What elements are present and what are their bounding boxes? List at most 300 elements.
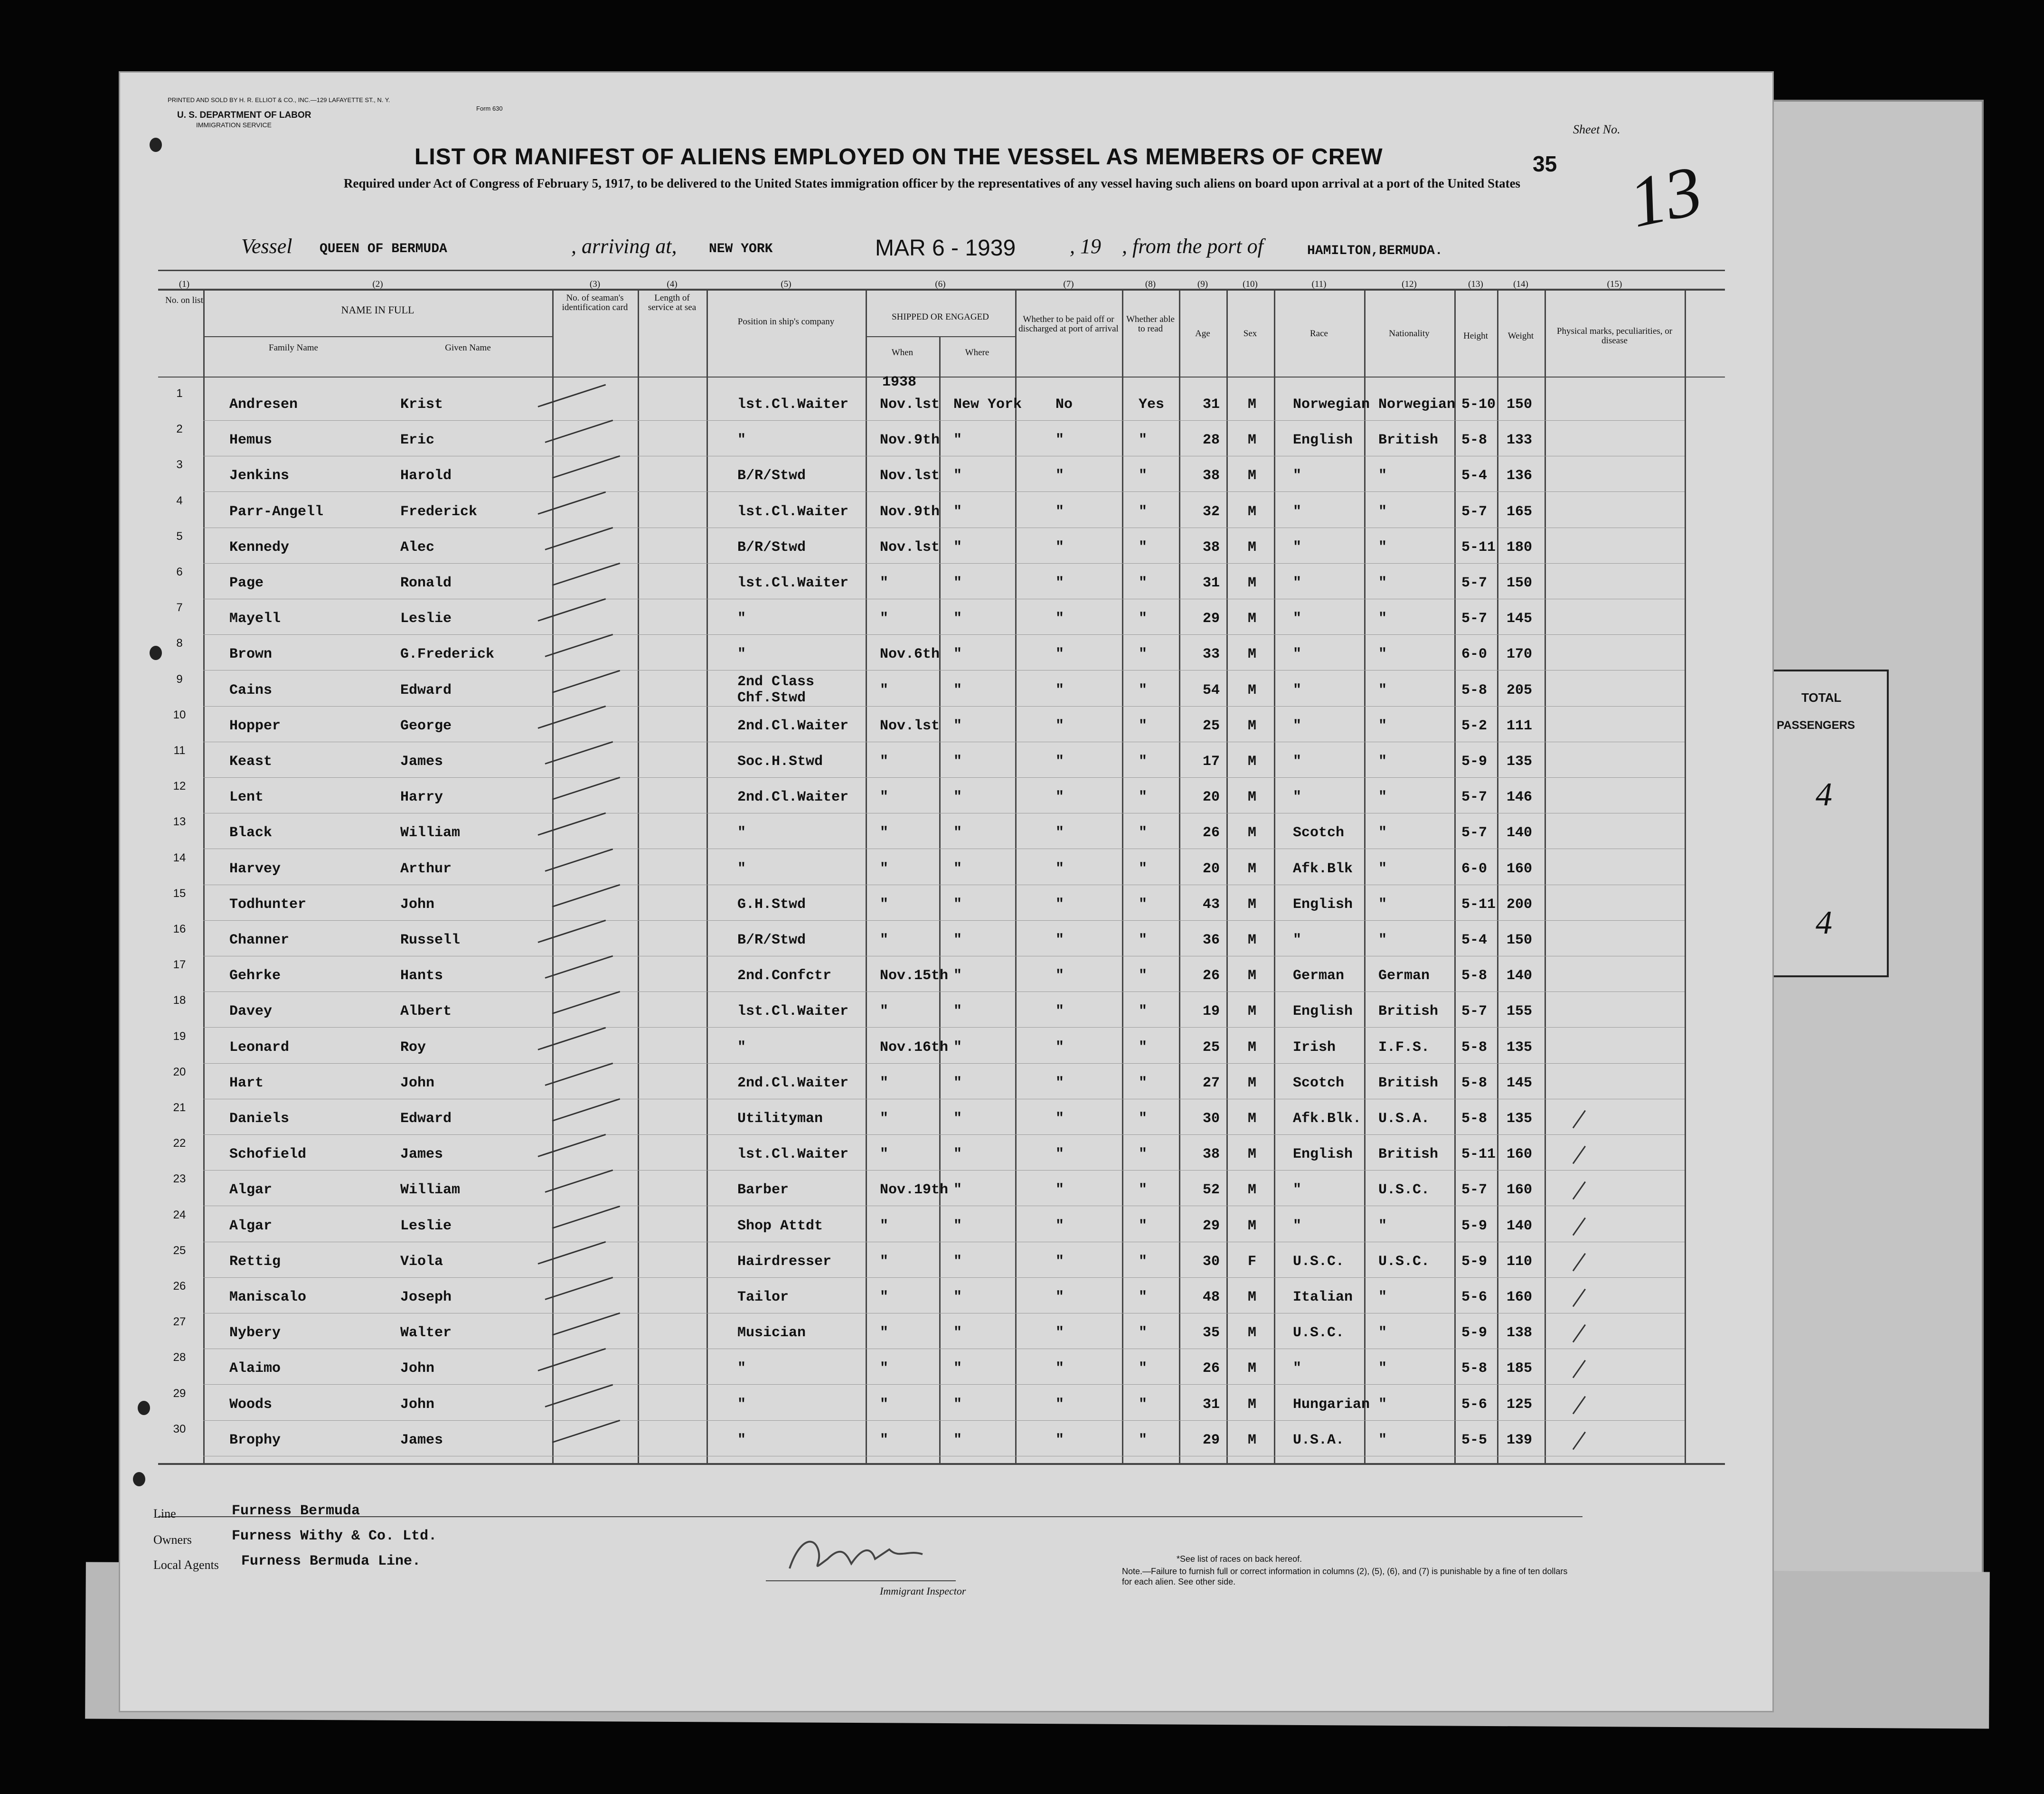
- cell-read: ": [1139, 503, 1148, 520]
- cell-when: ": [880, 1432, 889, 1448]
- cell-when: ": [880, 1396, 889, 1413]
- cell-weight: 150: [1507, 932, 1533, 948]
- cell-read: ": [1139, 1289, 1148, 1305]
- cell-family: Maniscalo: [229, 1289, 307, 1305]
- cell-where: ": [953, 646, 962, 663]
- cell-position: G.H.Stwd: [737, 896, 806, 913]
- id-card-check-mark: [552, 1205, 621, 1228]
- handwritten-number: 13: [1622, 151, 1709, 243]
- cell-weight: 146: [1507, 789, 1533, 806]
- cell-race: ": [1293, 646, 1302, 663]
- cell-position: Musician: [737, 1325, 806, 1341]
- cell-age: 31: [1203, 1396, 1220, 1413]
- col8-number: (8): [1145, 279, 1156, 289]
- arrival-port: NEW YORK: [709, 242, 773, 256]
- name-subheader-rule: [203, 336, 552, 337]
- cell-read: ": [1139, 825, 1148, 841]
- cell-sex: M: [1248, 682, 1257, 699]
- id-card-check-mark: [552, 670, 621, 693]
- row-rule: [203, 777, 1685, 778]
- cell-height: 5-8: [1461, 682, 1488, 699]
- cell-given: Harry: [400, 789, 443, 806]
- cell-nationality: ": [1378, 860, 1387, 877]
- cell-position: 2nd.Cl.Waiter: [737, 1075, 849, 1091]
- cell-height: 5-11: [1461, 539, 1496, 556]
- cell-nationality: ": [1378, 754, 1387, 770]
- cell-nationality: ": [1378, 718, 1387, 734]
- id-card-check-mark: [545, 955, 613, 979]
- id-card-check-mark: [538, 1134, 606, 1157]
- cell-race: Italian: [1293, 1289, 1353, 1305]
- cell-race: ": [1293, 503, 1302, 520]
- col-header-physical-marks: Physical marks, peculiarities, or disease: [1556, 326, 1673, 346]
- cell-read: ": [1139, 1111, 1148, 1127]
- cell-race: U.S.A.: [1293, 1432, 1345, 1448]
- from-port: HAMILTON,BERMUDA.: [1307, 244, 1443, 258]
- owners-value: Furness Withy & Co. Ltd.: [232, 1528, 437, 1544]
- col-header-no-on-list: No. on list: [165, 295, 203, 305]
- cell-weight: 133: [1507, 432, 1533, 449]
- cell-race: Afk.Blk: [1293, 860, 1353, 877]
- cell-when: Nov.lst: [880, 539, 940, 556]
- row-rule: [203, 1134, 1685, 1135]
- col10-number: (10): [1243, 279, 1258, 289]
- cell-weight: 160: [1507, 1146, 1533, 1163]
- physical-marks-check: [1573, 1146, 1586, 1164]
- physical-marks-check: [1573, 1110, 1586, 1129]
- races-note: *See list of races on back hereof.: [1177, 1554, 1302, 1564]
- cell-nationality: ": [1378, 611, 1387, 627]
- cell-family: Keast: [229, 754, 273, 770]
- id-card-check-mark: [552, 1420, 621, 1443]
- cell-nationality: ": [1378, 1432, 1387, 1448]
- physical-marks-check: [1573, 1324, 1586, 1343]
- cell-given: Walter: [400, 1325, 452, 1341]
- row-number: 20: [173, 1065, 186, 1078]
- col-divider-1: [203, 289, 205, 1464]
- cell-weight: 160: [1507, 1182, 1533, 1199]
- cell-when: ": [880, 860, 889, 877]
- cell-sex: F: [1248, 1253, 1257, 1270]
- col-header-name-in-full: NAME IN FULL: [341, 304, 414, 316]
- cell-age: 38: [1203, 1146, 1220, 1163]
- row-number: 6: [176, 566, 183, 578]
- cell-age: 29: [1203, 1218, 1220, 1234]
- cell-race: ": [1293, 575, 1302, 591]
- cell-position: ": [737, 1360, 746, 1377]
- cell-where: ": [953, 1075, 962, 1091]
- id-card-check-mark: [545, 1384, 613, 1407]
- col7-number: (7): [1063, 279, 1074, 289]
- cell-family: Andresen: [229, 397, 298, 413]
- cell-height: 5-8: [1461, 432, 1488, 449]
- cell-height: 5-8: [1461, 1075, 1488, 1091]
- cell-paid: ": [1055, 860, 1064, 877]
- cell-given: John: [400, 1360, 435, 1377]
- cell-race: Afk.Blk.: [1293, 1111, 1362, 1127]
- col12-number: (12): [1402, 279, 1417, 289]
- cell-family: Alaimo: [229, 1360, 281, 1377]
- cell-when: ": [880, 1075, 889, 1091]
- cell-nationality: ": [1378, 825, 1387, 841]
- cell-position: 2nd.Cl.Waiter: [737, 789, 849, 806]
- cell-sex: M: [1248, 1396, 1257, 1413]
- cell-weight: 150: [1507, 575, 1533, 591]
- row-rule: [203, 563, 1685, 564]
- cell-when: ": [880, 825, 889, 841]
- cell-weight: 155: [1507, 1003, 1533, 1020]
- cell-family: Jenkins: [229, 468, 290, 484]
- row-number: 3: [176, 458, 183, 472]
- row-number: 23: [173, 1172, 186, 1186]
- col-header-nationality: Nationality: [1389, 329, 1430, 339]
- cell-age: 38: [1203, 468, 1220, 484]
- cell-paid: ": [1055, 468, 1064, 484]
- cell-when: Nov.16th: [880, 1039, 949, 1056]
- cell-position: 2nd Class Chf.Stwd: [737, 673, 815, 706]
- cell-given: William: [400, 1182, 461, 1199]
- footer-rule: [158, 1516, 1582, 1517]
- id-card-check-mark: [538, 1241, 606, 1265]
- cell-position: ": [737, 1039, 746, 1056]
- cell-given: John: [400, 896, 435, 913]
- cell-paid: ": [1055, 1218, 1064, 1234]
- id-card-check-mark: [545, 1063, 613, 1086]
- cell-weight: 140: [1507, 968, 1533, 984]
- cell-position: B/R/Stwd: [737, 932, 806, 948]
- cell-weight: 139: [1507, 1432, 1533, 1448]
- cell-race: ": [1293, 1218, 1302, 1234]
- cell-position: Barber: [737, 1182, 789, 1199]
- cell-race: ": [1293, 1360, 1302, 1377]
- row-number: 7: [176, 601, 183, 614]
- row-number: 4: [176, 494, 183, 507]
- manifest-sheet: [119, 71, 1774, 1712]
- physical-marks-check: [1573, 1217, 1586, 1236]
- cell-where: ": [953, 860, 962, 877]
- col-divider-4: [706, 289, 708, 1464]
- cell-age: 52: [1203, 1182, 1220, 1199]
- cell-family: Hemus: [229, 432, 273, 449]
- cell-age: 29: [1203, 1432, 1220, 1448]
- cell-race: English: [1293, 1146, 1353, 1163]
- cell-given: Edward: [400, 1111, 452, 1127]
- cell-height: 5-7: [1461, 1003, 1488, 1020]
- cell-where: ": [953, 1003, 962, 1020]
- cell-race: English: [1293, 1003, 1353, 1020]
- cell-height: 5-7: [1461, 611, 1488, 627]
- cell-paid: ": [1055, 1111, 1064, 1127]
- id-card-check-mark: [552, 991, 621, 1014]
- agents-value: Furness Bermuda Line.: [241, 1553, 421, 1569]
- cell-age: 20: [1203, 789, 1220, 806]
- col-header-age: Age: [1195, 329, 1210, 339]
- cell-weight: 180: [1507, 539, 1533, 556]
- cell-where: ": [953, 1396, 962, 1413]
- cell-position: 2nd.Cl.Waiter: [737, 718, 849, 734]
- cell-given: Eric: [400, 432, 435, 449]
- cell-sex: M: [1248, 1360, 1257, 1377]
- cell-read: ": [1139, 789, 1148, 806]
- cell-read: ": [1139, 611, 1148, 627]
- cell-when: ": [880, 682, 889, 699]
- cell-sex: M: [1248, 896, 1257, 913]
- service-label: IMMIGRATION SERVICE: [196, 121, 272, 129]
- cell-when: Nov.9th: [880, 432, 940, 449]
- row-number: 5: [176, 529, 183, 543]
- row-rule: [203, 1384, 1685, 1385]
- cell-height: 6-0: [1461, 646, 1488, 663]
- cell-nationality: ": [1378, 539, 1387, 556]
- cell-sex: M: [1248, 718, 1257, 734]
- stamp-passengers-label: PASSENGERS: [1777, 719, 1855, 732]
- row-number: 24: [173, 1208, 186, 1221]
- cell-height: 5-9: [1461, 1325, 1488, 1341]
- cell-weight: 140: [1507, 1218, 1533, 1234]
- cell-paid: ": [1055, 611, 1064, 627]
- row-number: 2: [176, 423, 183, 436]
- cell-weight: 111: [1507, 718, 1533, 734]
- row-number: 18: [173, 994, 186, 1007]
- cell-paid: ": [1055, 1396, 1064, 1413]
- cell-paid: ": [1055, 646, 1064, 663]
- id-card-check-mark: [545, 527, 613, 550]
- cell-read: Yes: [1139, 397, 1165, 413]
- row-number: 12: [173, 780, 186, 793]
- cell-race: ": [1293, 1182, 1302, 1199]
- row-rule: [203, 920, 1685, 921]
- cell-where: ": [953, 1432, 962, 1448]
- cell-nationality: ": [1378, 896, 1387, 913]
- col-header-read: Whether able to read: [1126, 314, 1175, 334]
- cell-height: 6-0: [1461, 860, 1488, 877]
- cell-nationality: U.S.A.: [1378, 1111, 1430, 1127]
- cell-position: B/R/Stwd: [737, 539, 806, 556]
- cell-sex: M: [1248, 968, 1257, 984]
- cell-when: ": [880, 1325, 889, 1341]
- cell-given: James: [400, 754, 443, 770]
- row-number: 26: [173, 1280, 186, 1293]
- col14-number: (14): [1513, 279, 1528, 289]
- cell-age: 30: [1203, 1253, 1220, 1270]
- cell-height: 5-9: [1461, 754, 1488, 770]
- cell-height: 5-7: [1461, 575, 1488, 591]
- cell-age: 19: [1203, 1003, 1220, 1020]
- col-header-position: Position in ship's company: [737, 317, 835, 327]
- year-shipped: 1938: [882, 374, 917, 390]
- cell-nationality: ": [1378, 1289, 1387, 1305]
- cell-height: 5-4: [1461, 468, 1488, 484]
- cell-sex: M: [1248, 611, 1257, 627]
- physical-marks-check: [1573, 1253, 1586, 1272]
- cell-sex: M: [1248, 1039, 1257, 1056]
- cell-height: 5-8: [1461, 1360, 1488, 1377]
- from-port-label: , from the port of: [1122, 235, 1263, 258]
- cell-position: lst.Cl.Waiter: [737, 1003, 849, 1020]
- cell-when: ": [880, 575, 889, 591]
- cell-race: ": [1293, 754, 1302, 770]
- cell-sex: M: [1248, 1111, 1257, 1127]
- cell-sex: M: [1248, 1289, 1257, 1305]
- cell-weight: 136: [1507, 468, 1533, 484]
- cell-sex: M: [1248, 1325, 1257, 1341]
- row-number: 8: [176, 637, 183, 650]
- cell-paid: ": [1055, 789, 1064, 806]
- col-divider-5: [866, 289, 867, 1464]
- cell-age: 43: [1203, 896, 1220, 913]
- cell-where: ": [953, 789, 962, 806]
- cell-height: 5-7: [1461, 503, 1488, 520]
- cell-paid: ": [1055, 825, 1064, 841]
- form-number: Form 630: [476, 105, 503, 112]
- cell-when: ": [880, 789, 889, 806]
- cell-nationality: British: [1378, 432, 1439, 449]
- cell-family: Leonard: [229, 1039, 290, 1056]
- cell-nationality: ": [1378, 1325, 1387, 1341]
- cell-given: James: [400, 1146, 443, 1163]
- cell-given: William: [400, 825, 461, 841]
- cell-where: ": [953, 611, 962, 627]
- cell-family: Cains: [229, 682, 273, 699]
- department-label: U. S. DEPARTMENT OF LABOR: [177, 110, 311, 120]
- arrival-date-stamp: MAR 6 - 1939: [875, 236, 1016, 261]
- col-divider-10: [1226, 289, 1228, 1464]
- cell-where: ": [953, 718, 962, 734]
- cell-when: ": [880, 1289, 889, 1305]
- cell-race: ": [1293, 468, 1302, 484]
- cell-when: Nov.9th: [880, 503, 940, 520]
- cell-age: 54: [1203, 682, 1220, 699]
- cell-age: 36: [1203, 932, 1220, 948]
- cell-where: ": [953, 1325, 962, 1341]
- cell-paid: ": [1055, 503, 1064, 520]
- cell-read: ": [1139, 575, 1148, 591]
- col-divider-14: [1497, 289, 1498, 1464]
- row-number: 25: [173, 1244, 186, 1257]
- cell-sex: M: [1248, 397, 1257, 413]
- cell-paid: ": [1055, 1003, 1064, 1020]
- col2-number: (2): [372, 279, 383, 289]
- cell-given: G.Frederick: [400, 646, 495, 663]
- cell-nationality: Norwegian: [1378, 397, 1456, 413]
- cell-family: Brophy: [229, 1432, 281, 1448]
- cell-race: Scotch: [1293, 825, 1345, 841]
- cell-paid: ": [1055, 1325, 1064, 1341]
- col-header-length-service: Length of service at sea: [648, 293, 697, 312]
- cell-weight: 135: [1507, 1111, 1533, 1127]
- cell-where: New York: [953, 397, 1022, 413]
- cell-family: Algar: [229, 1182, 273, 1199]
- line-value: Furness Bermuda: [232, 1503, 360, 1519]
- cell-age: 48: [1203, 1289, 1220, 1305]
- cell-when: Nov.lst: [880, 468, 940, 484]
- cell-race: Irish: [1293, 1039, 1336, 1056]
- table-header-bottom: [158, 377, 1725, 378]
- cell-height: 5-11: [1461, 1146, 1496, 1163]
- cell-read: ": [1139, 1218, 1148, 1234]
- row-rule: [203, 706, 1685, 707]
- cell-given: Edward: [400, 682, 452, 699]
- cell-race: English: [1293, 896, 1353, 913]
- cell-position: ": [737, 611, 746, 627]
- cell-paid: ": [1055, 575, 1064, 591]
- cell-read: ": [1139, 1146, 1148, 1163]
- physical-marks-check: [1573, 1396, 1586, 1414]
- cell-family: Woods: [229, 1396, 273, 1413]
- inspector-rule: [766, 1580, 956, 1581]
- cell-where: ": [953, 1039, 962, 1056]
- cell-height: 5-11: [1461, 896, 1496, 913]
- row-number: 27: [173, 1315, 186, 1329]
- cell-when: Nov.lst: [880, 718, 940, 734]
- cell-when: ": [880, 1360, 889, 1377]
- cell-position: B/R/Stwd: [737, 468, 806, 484]
- id-card-check-mark: [552, 884, 621, 907]
- cell-age: 30: [1203, 1111, 1220, 1127]
- col11-number: (11): [1311, 279, 1327, 289]
- row-number: 15: [173, 887, 186, 900]
- cell-nationality: British: [1378, 1075, 1439, 1091]
- cell-family: Hart: [229, 1075, 264, 1091]
- row-number: 9: [176, 672, 183, 686]
- row-number: 13: [173, 815, 186, 829]
- cell-family: Nybery: [229, 1325, 281, 1341]
- cell-height: 5-9: [1461, 1218, 1488, 1234]
- cell-race: Hungarian: [1293, 1396, 1370, 1413]
- row-number: 16: [173, 923, 186, 935]
- cell-read: ": [1139, 468, 1148, 484]
- cell-position: lst.Cl.Waiter: [737, 503, 849, 520]
- cell-age: 33: [1203, 646, 1220, 663]
- cell-weight: 145: [1507, 1075, 1533, 1091]
- physical-marks-check: [1573, 1181, 1586, 1200]
- cell-weight: 135: [1507, 754, 1533, 770]
- col-header-weight: Weight: [1507, 331, 1534, 341]
- cell-given: Leslie: [400, 1218, 452, 1234]
- cell-read: ": [1139, 718, 1148, 734]
- cell-age: 25: [1203, 1039, 1220, 1056]
- cell-read: ": [1139, 1253, 1148, 1270]
- cell-position: Shop Attdt: [737, 1218, 823, 1234]
- col-divider-8: [1122, 289, 1123, 1464]
- cell-family: Gehrke: [229, 968, 281, 984]
- cell-weight: 140: [1507, 825, 1533, 841]
- cell-paid: ": [1055, 718, 1064, 734]
- year-label: , 19: [1070, 235, 1101, 258]
- cell-age: 35: [1203, 1325, 1220, 1341]
- cell-sex: M: [1248, 1432, 1257, 1448]
- col-divider-9: [1179, 289, 1180, 1464]
- cell-read: ": [1139, 1325, 1148, 1341]
- penalty-note: Note.—Failure to furnish full or correct information in columns (2), (5), (6), and (7) is punishable by a fine of ten dollars for each alien. See other side.: [1122, 1567, 1568, 1586]
- cell-age: 29: [1203, 611, 1220, 627]
- cell-nationality: ": [1378, 1396, 1387, 1413]
- cell-position: ": [737, 432, 746, 449]
- id-card-check-mark: [545, 420, 613, 443]
- cell-when: Nov.19th: [880, 1182, 949, 1199]
- cell-paid: ": [1055, 432, 1064, 449]
- cell-paid: ": [1055, 1039, 1064, 1056]
- sheet-number: 35: [1533, 151, 1557, 176]
- cell-sex: M: [1248, 825, 1257, 841]
- cell-age: 31: [1203, 397, 1220, 413]
- cell-read: ": [1139, 860, 1148, 877]
- physical-marks-check: [1573, 1432, 1586, 1450]
- cell-where: ": [953, 754, 962, 770]
- cell-nationality: ": [1378, 789, 1387, 806]
- cell-position: lst.Cl.Waiter: [737, 1146, 849, 1163]
- id-card-check-mark: [552, 455, 621, 479]
